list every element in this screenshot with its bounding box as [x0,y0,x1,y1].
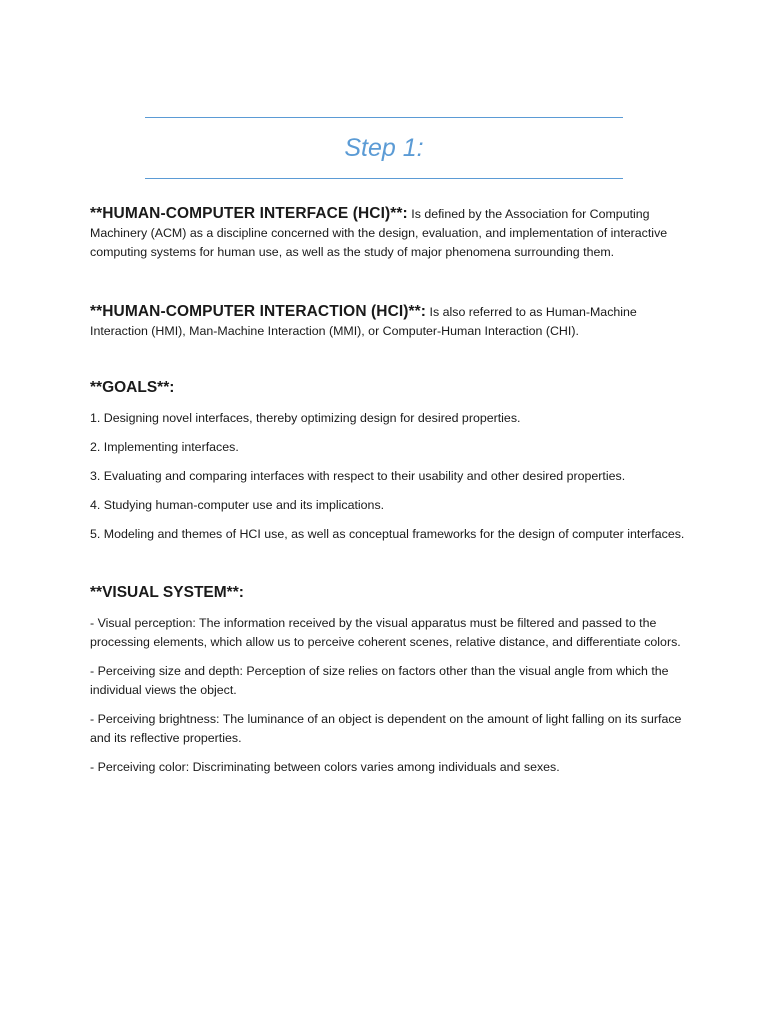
title-top-rule [145,117,623,118]
title-bottom-rule [145,178,623,179]
hci-interface-definition [90,204,686,262]
hci-interaction-text: Is also referred to as Human-Machine Interaction (HMI), Man-Machine Interaction (MMI), or Computer-Human Interaction (CHI). [90,305,637,338]
hci-interaction-definition [90,302,686,341]
visual-system-item: - Visual perception: The information received by the visual apparatus must be filtered and passed to the processing elements, which allow us to perceive coherent scenes, relative distance, and differentiate colors. [90,616,681,649]
visual-system-item: - Perceiving size and depth: Perception of size relies on factors other than the visual angle from which the individual views the object. [90,664,669,697]
visual-system-item: - Perceiving brightness: The luminance of an object is dependent on the amount of light falling on its surface and its reflective properties. [90,712,682,745]
visual-system-item: - Perceiving color: Discriminating between colors varies among individuals and sexes. [90,760,560,774]
goal-item: 3. Evaluating and comparing interfaces with respect to their usability and other desired properties. [90,469,626,483]
step-title: Step 1: [344,134,424,162]
goal-item: 5. Modeling and themes of HCI use, as well as conceptual frameworks for the design of computer interfaces. [90,527,685,541]
goal-item: 4. Studying human-computer use and its implications. [90,498,385,512]
goal-item: 2. Implementing interfaces. [90,440,239,454]
hci-interaction-term: **HUMAN-COMPUTER INTERACTION (HCI)**: [90,303,427,320]
hci-interface-term: **HUMAN-COMPUTER INTERFACE (HCI)**: [90,205,408,222]
document-body [90,204,686,777]
goals-heading: **GOALS**: [90,379,175,396]
hci-interface-text: Is defined by the Association for Computing Machinery (ACM) as a discipline concerned with the design, evaluation, and implementation of interactive computing systems for human use, as well as the study of major phenomena surrounding them. [90,207,668,259]
visual-system-heading: **VISUAL SYSTEM**: [90,584,244,601]
goal-item: 1. Designing novel interfaces, thereby optimizing design for desired properties. [90,411,521,425]
